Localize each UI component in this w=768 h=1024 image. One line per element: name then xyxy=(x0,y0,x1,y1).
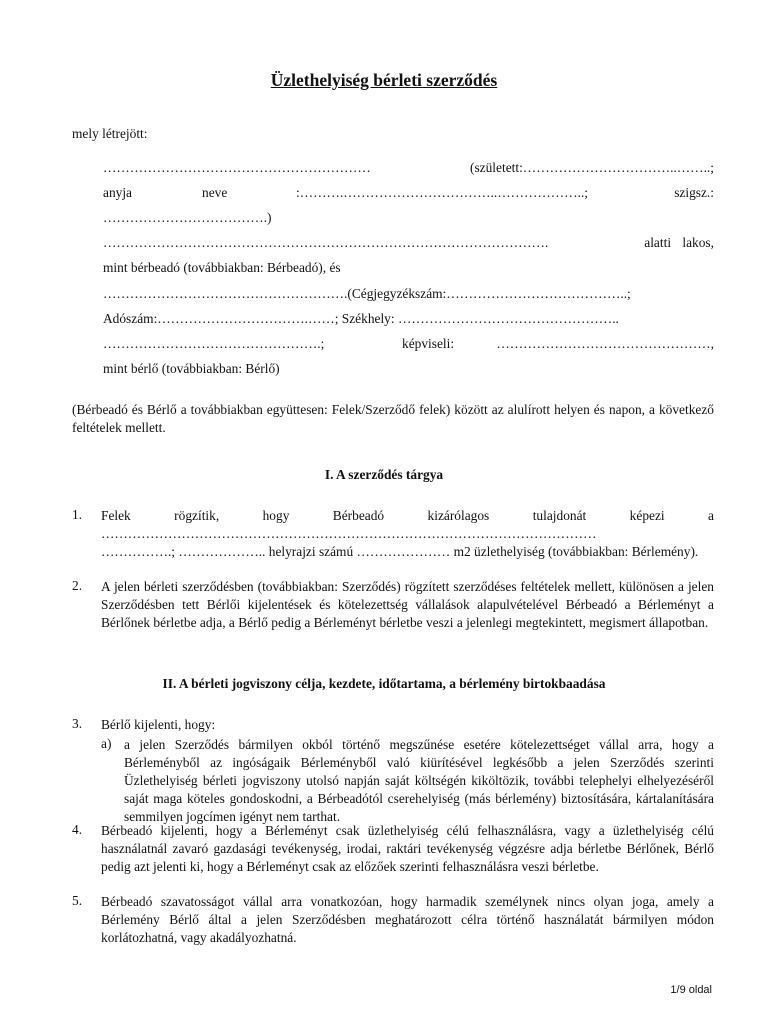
party2-rep-name-dots: …………………………………………, xyxy=(496,336,714,351)
item-number: 4. xyxy=(72,822,83,837)
item-number: 2. xyxy=(72,578,83,593)
item-number: 5. xyxy=(72,893,83,908)
party2-rep-label: képviseli: xyxy=(402,336,455,351)
party1-address-dots: ………………………………………………………………………………………. xyxy=(103,235,549,250)
preamble: (Bérbeadó és Bérlő a továbbiakban együttesen: Felek/Szerződő felek) között az alulírott helyen és napon, a következő feltételek mellett. xyxy=(72,402,714,435)
item-3a-text: a jelen Szerződés bármilyen okból történő megszűnése esetére kötelezettséget vállal arra, hogy a Bérleményből az ingóságaik Bérleményből való kiürítésével legkésőbb a jelen Szerződés szerinti Üzlethelyiség bérleti jogviszony utolsó napján saját költségén kiköltözik, további telephelyi elhelyezéséről saját maga köteles gondoskodni, a Bérbeadótól cserehelyiség (más bérlemény) biztosítására, kártalanítására semmilyen jogcímen igényt nem tarthat. xyxy=(124,737,714,824)
party2-tax-seat: Adószám:…………………………….……; Székhely: ………………………………………….. xyxy=(103,311,619,326)
party1-mother-label-b: neve xyxy=(202,185,228,200)
item-1-line1: Felek rögzítik, hogy Bérbeadó kizárólagos tulajdonát képezi a xyxy=(101,508,714,523)
party1-id-dots: ……………………………….) xyxy=(103,210,272,225)
section-1-heading: I. A szerződés tárgya xyxy=(324,467,444,482)
party2-company: ……………………………………………….(Cégjegyzékszám:…………………………………..; xyxy=(103,286,631,301)
item-number: 3. xyxy=(72,716,83,731)
section-2-heading: II. A bérleti jogviszony célja, kezdete, időtartama, a bérlemény birtokbaadása xyxy=(162,676,606,691)
party1-address-label: alatti lakos, xyxy=(644,235,714,250)
party1-mother-dots: :……….……………………………..………………..; xyxy=(296,185,588,200)
party1-id-label: szigsz.: xyxy=(674,185,714,200)
document-title: Üzlethelyiség bérleti szerződés xyxy=(270,70,498,90)
party2-rep-dots: ………………………………………….; xyxy=(103,336,325,351)
sub-item-label: a) xyxy=(101,736,112,751)
party1-role: mint bérbeadó (továbbiakban: Bérbeadó), és xyxy=(103,260,341,275)
party1-mother-label-a: anyja xyxy=(103,185,132,200)
item-3-text: Bérlő kijelenti, hogy: xyxy=(101,717,216,732)
item-5-text: Bérbeadó szavatosságot vállal arra vonatkozóan, hogy harmadik személynek nincs olyan joga, amely a Bérlemény Bérlő által a jelen Szerződésben meghatározott célra történő használatát bármilyen módon korlátozhatná, vagy akadályozhatná. xyxy=(101,894,714,945)
page-number: 1/9 oldal xyxy=(670,984,712,996)
item-1-line3: …………….; ……………….. helyrajzi számú ………………… m2 üzlethelyiség (továbbiakban: Bérlemény). xyxy=(101,544,699,559)
party2-role: mint bérlő (továbbiakban: Bérlő) xyxy=(103,361,280,376)
intro-text: mely létrejött: xyxy=(72,126,148,141)
party1-birth: (született:……………………………..……..; xyxy=(470,160,714,175)
item-2-text: A jelen bérleti szerződésben (továbbiakban: Szerződés) rögzített szerződéses feltételek mellett, különösen a jelen Szerződésben tett Bérlői kijelentések és kötelezettség vállalások alapulvételével Bérbeadó a Bérleményt a Bérlőnek bérletbe adja, a Bérlő pedig a Bérleményt bérletbe veszi a jelenlegi megtekintett, megismert állapotban. xyxy=(101,579,714,630)
item-1-line2: ………………………………………………………………………………………………… xyxy=(101,526,597,541)
item-number: 1. xyxy=(72,507,83,522)
item-4-text: Bérbeadó kijelenti, hogy a Bérleményt csak üzlethelyiség célú felhasználásra, vagy a üzlethelyiség célú használatnál zavaró gazdasági tevékenység, irodai, raktári tevékenység végzésre adja bérletbe Bérlőnek, Bérlő pedig azt jelenti ki, hogy a Bérleményt csak az előzőek szerinti felhasználásra veszi bérletbe. xyxy=(101,823,714,874)
party1-name-dots: …………………………………………………… xyxy=(103,160,371,175)
